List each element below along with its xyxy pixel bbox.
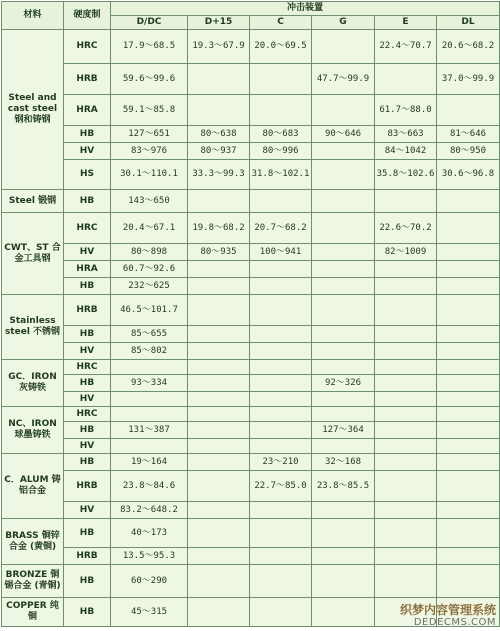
value-cell: 22.4～70.7 xyxy=(375,30,437,64)
scale-cell: HRB xyxy=(64,64,111,95)
table-row xyxy=(2,95,500,126)
scale-cell: HB xyxy=(64,375,111,392)
header-device: G xyxy=(312,16,375,30)
value-cell xyxy=(312,407,375,422)
value-cell: 83～976 xyxy=(111,143,188,160)
value-cell: 30.6～96.8 xyxy=(437,160,500,190)
value-cell xyxy=(437,244,500,261)
value-cell: 80～898 xyxy=(111,244,188,261)
value-cell xyxy=(312,519,375,548)
scale-cell: HV xyxy=(64,343,111,360)
table-row xyxy=(2,30,500,64)
value-cell: 85～655 xyxy=(111,326,188,343)
material-cell: NC、IRON 球墨铸铁 xyxy=(2,407,64,454)
value-cell: 33.3～99.3 xyxy=(188,160,250,190)
value-cell xyxy=(437,392,500,407)
table-row xyxy=(2,548,500,565)
value-cell xyxy=(437,278,500,295)
hardness-table xyxy=(1,1,500,627)
value-cell: 100～941 xyxy=(250,244,312,261)
value-cell xyxy=(437,213,500,244)
value-cell xyxy=(188,392,250,407)
material-cell: C．ALUM 铸铝合金 xyxy=(2,454,64,519)
value-cell xyxy=(312,295,375,326)
value-cell: 17.9～68.5 xyxy=(111,30,188,64)
value-cell xyxy=(188,502,250,519)
header-device: D/DC xyxy=(111,16,188,30)
value-cell: 83.2～648.2 xyxy=(111,502,188,519)
header-device: C xyxy=(250,16,312,30)
table-row xyxy=(2,261,500,278)
value-cell: 32～168 xyxy=(312,454,375,471)
value-cell xyxy=(312,343,375,360)
value-cell xyxy=(188,548,250,565)
value-cell xyxy=(375,471,437,502)
value-cell xyxy=(188,261,250,278)
value-cell xyxy=(250,360,312,375)
value-cell: 90～646 xyxy=(312,126,375,143)
value-cell xyxy=(250,422,312,439)
scale-cell: HB xyxy=(64,565,111,598)
value-cell: 80～683 xyxy=(250,126,312,143)
value-cell xyxy=(375,565,437,598)
table-row xyxy=(2,64,500,95)
value-cell xyxy=(188,375,250,392)
scale-cell: HRC xyxy=(64,407,111,422)
value-cell: 131～387 xyxy=(111,422,188,439)
value-cell xyxy=(250,598,312,627)
value-cell xyxy=(375,375,437,392)
value-cell xyxy=(312,213,375,244)
value-cell xyxy=(437,95,500,126)
value-cell xyxy=(437,439,500,454)
value-cell xyxy=(188,519,250,548)
value-cell xyxy=(437,471,500,502)
value-cell xyxy=(312,190,375,213)
material-cell: GC．IRON 灰铸铁 xyxy=(2,360,64,407)
value-cell xyxy=(375,439,437,454)
value-cell xyxy=(312,439,375,454)
value-cell: 60.7～92.6 xyxy=(111,261,188,278)
value-cell: 40～173 xyxy=(111,519,188,548)
value-cell xyxy=(188,565,250,598)
value-cell xyxy=(250,295,312,326)
value-cell xyxy=(437,295,500,326)
header-device: DL xyxy=(437,16,500,30)
value-cell xyxy=(375,190,437,213)
scale-cell: HRC xyxy=(64,213,111,244)
table-row xyxy=(2,278,500,295)
scale-cell: HB xyxy=(64,598,111,627)
value-cell: 20.0～69.5 xyxy=(250,30,312,64)
value-cell xyxy=(437,565,500,598)
value-cell xyxy=(188,343,250,360)
value-cell: 143～650 xyxy=(111,190,188,213)
value-cell xyxy=(312,326,375,343)
scale-cell: HRB xyxy=(64,471,111,502)
value-cell: 37.0～99.9 xyxy=(437,64,500,95)
table-row xyxy=(2,295,500,326)
scale-cell: HB xyxy=(64,326,111,343)
value-cell: 127～651 xyxy=(111,126,188,143)
value-cell xyxy=(312,143,375,160)
table-row xyxy=(2,160,500,190)
value-cell xyxy=(437,326,500,343)
value-cell: 61.7～88.0 xyxy=(375,95,437,126)
value-cell: 83～663 xyxy=(375,126,437,143)
scale-cell: HRC xyxy=(64,360,111,375)
scale-cell: HB xyxy=(64,190,111,213)
value-cell: 93～334 xyxy=(111,375,188,392)
value-cell: 127～364 xyxy=(312,422,375,439)
header-device: D+15 xyxy=(188,16,250,30)
value-cell xyxy=(437,454,500,471)
value-cell xyxy=(437,422,500,439)
value-cell xyxy=(375,407,437,422)
header-device: E xyxy=(375,16,437,30)
value-cell xyxy=(312,30,375,64)
value-cell xyxy=(375,278,437,295)
scale-cell: HV xyxy=(64,143,111,160)
value-cell xyxy=(188,439,250,454)
value-cell: 92～326 xyxy=(312,375,375,392)
table-row xyxy=(2,422,500,439)
value-cell: 19.3～67.9 xyxy=(188,30,250,64)
value-cell xyxy=(250,326,312,343)
table-row xyxy=(2,190,500,213)
value-cell xyxy=(437,190,500,213)
table-row xyxy=(2,471,500,502)
value-cell xyxy=(111,407,188,422)
table-row xyxy=(2,502,500,519)
scale-cell: HV xyxy=(64,502,111,519)
value-cell: 20.7～68.2 xyxy=(250,213,312,244)
value-cell xyxy=(111,360,188,375)
value-cell: 84～1042 xyxy=(375,143,437,160)
value-cell xyxy=(188,598,250,627)
value-cell xyxy=(437,519,500,548)
scale-cell: HRB xyxy=(64,548,111,565)
value-cell xyxy=(250,565,312,598)
table-row xyxy=(2,375,500,392)
value-cell xyxy=(437,502,500,519)
value-cell xyxy=(312,360,375,375)
value-cell xyxy=(312,160,375,190)
value-cell: 81～646 xyxy=(437,126,500,143)
table-row xyxy=(2,343,500,360)
value-cell: 60～290 xyxy=(111,565,188,598)
scale-cell: HB xyxy=(64,278,111,295)
material-cell: BRASS 铜锌合金 (黄铜) xyxy=(2,519,64,565)
value-cell xyxy=(437,548,500,565)
value-cell xyxy=(312,95,375,126)
scale-cell: HB xyxy=(64,454,111,471)
value-cell xyxy=(188,326,250,343)
table-row xyxy=(2,439,500,454)
value-cell xyxy=(188,295,250,326)
material-cell: COPPER 纯铜 xyxy=(2,598,64,627)
value-cell: 23.8～84.6 xyxy=(111,471,188,502)
value-cell xyxy=(250,261,312,278)
value-cell xyxy=(250,548,312,565)
value-cell xyxy=(375,548,437,565)
header-material: 材料 xyxy=(2,2,64,30)
scale-cell: HRC xyxy=(64,30,111,64)
watermark xyxy=(400,603,496,629)
table-row xyxy=(2,244,500,261)
value-cell xyxy=(111,392,188,407)
value-cell xyxy=(312,261,375,278)
header-impact-device: 冲击装置 xyxy=(111,2,500,16)
value-cell: 23～210 xyxy=(250,454,312,471)
value-cell xyxy=(250,190,312,213)
value-cell: 45～315 xyxy=(111,598,188,627)
value-cell xyxy=(375,326,437,343)
value-cell xyxy=(375,360,437,375)
value-cell xyxy=(250,375,312,392)
value-cell xyxy=(250,95,312,126)
value-cell: 22.7～85.0 xyxy=(250,471,312,502)
value-cell xyxy=(312,565,375,598)
value-cell: 80～935 xyxy=(188,244,250,261)
value-cell xyxy=(437,360,500,375)
value-cell xyxy=(312,548,375,565)
value-cell xyxy=(375,392,437,407)
value-cell xyxy=(188,360,250,375)
scale-cell: HV xyxy=(64,439,111,454)
value-cell xyxy=(375,454,437,471)
value-cell xyxy=(312,598,375,627)
value-cell xyxy=(188,454,250,471)
table-row xyxy=(2,407,500,422)
value-cell: 59.6～99.6 xyxy=(111,64,188,95)
value-cell xyxy=(250,519,312,548)
value-cell xyxy=(188,95,250,126)
value-cell: 232～625 xyxy=(111,278,188,295)
table-row xyxy=(2,143,500,160)
value-cell: 19.8～68.2 xyxy=(188,213,250,244)
value-cell xyxy=(437,261,500,278)
watermark-line1: 织梦内容管理系统 xyxy=(399,603,496,617)
value-cell: 22.6～70.2 xyxy=(375,213,437,244)
value-cell xyxy=(188,278,250,295)
material-cell: Steel 锻钢 xyxy=(2,190,64,213)
value-cell: 30.1～110.1 xyxy=(111,160,188,190)
scale-cell: HB xyxy=(64,519,111,548)
value-cell xyxy=(375,519,437,548)
value-cell xyxy=(250,502,312,519)
material-cell: CWT、ST 合金工具钢 xyxy=(2,213,64,295)
value-cell xyxy=(250,278,312,295)
value-cell xyxy=(250,343,312,360)
table-row xyxy=(2,454,500,471)
value-cell xyxy=(250,439,312,454)
value-cell xyxy=(111,439,188,454)
value-cell xyxy=(312,502,375,519)
value-cell xyxy=(375,295,437,326)
value-cell xyxy=(375,64,437,95)
value-cell xyxy=(375,261,437,278)
value-cell: 13.5～95.3 xyxy=(111,548,188,565)
material-cell: Steel and cast steel 钢和铸钢 xyxy=(2,30,64,190)
scale-cell: HB xyxy=(64,422,111,439)
scale-cell: HS xyxy=(64,160,111,190)
value-cell: 80～937 xyxy=(188,143,250,160)
value-cell: 23.8～85.5 xyxy=(312,471,375,502)
scale-cell: HRB xyxy=(64,295,111,326)
table-row xyxy=(2,326,500,343)
value-cell: 35.8～102.6 xyxy=(375,160,437,190)
value-cell xyxy=(437,343,500,360)
value-cell xyxy=(250,64,312,95)
value-cell xyxy=(312,392,375,407)
value-cell xyxy=(188,407,250,422)
value-cell: 80～996 xyxy=(250,143,312,160)
value-cell xyxy=(375,422,437,439)
header-scale: 硬度制 xyxy=(64,2,111,30)
value-cell: 80～950 xyxy=(437,143,500,160)
value-cell xyxy=(188,64,250,95)
value-cell: 19～164 xyxy=(111,454,188,471)
scale-cell: HRA xyxy=(64,95,111,126)
value-cell xyxy=(188,471,250,502)
value-cell: 31.8～102.1 xyxy=(250,160,312,190)
value-cell xyxy=(188,190,250,213)
value-cell xyxy=(312,278,375,295)
table-row xyxy=(2,360,500,375)
table-row xyxy=(2,519,500,548)
material-cell: Stainless steel 不锈钢 xyxy=(2,295,64,360)
value-cell: 85～802 xyxy=(111,343,188,360)
value-cell: 47.7～99.9 xyxy=(312,64,375,95)
value-cell xyxy=(250,407,312,422)
scale-cell: HB xyxy=(64,126,111,143)
scale-cell: HV xyxy=(64,244,111,261)
value-cell xyxy=(437,407,500,422)
value-cell xyxy=(375,502,437,519)
value-cell: 20.6～68.2 xyxy=(437,30,500,64)
value-cell: 46.5～101.7 xyxy=(111,295,188,326)
value-cell: 82～1009 xyxy=(375,244,437,261)
value-cell xyxy=(312,244,375,261)
value-cell xyxy=(437,375,500,392)
scale-cell: HRA xyxy=(64,261,111,278)
watermark-line2: DEDECMS.COM xyxy=(413,617,496,628)
table-row xyxy=(2,392,500,407)
material-cell: BRONZE 铜锡合金 (青铜) xyxy=(2,565,64,598)
table-row xyxy=(2,126,500,143)
value-cell: 59.1～85.8 xyxy=(111,95,188,126)
table-row xyxy=(2,565,500,598)
scale-cell: HV xyxy=(64,392,111,407)
value-cell xyxy=(250,392,312,407)
value-cell xyxy=(188,422,250,439)
value-cell: 20.4～67.1 xyxy=(111,213,188,244)
value-cell: 80～638 xyxy=(188,126,250,143)
value-cell xyxy=(375,343,437,360)
table-row xyxy=(2,213,500,244)
